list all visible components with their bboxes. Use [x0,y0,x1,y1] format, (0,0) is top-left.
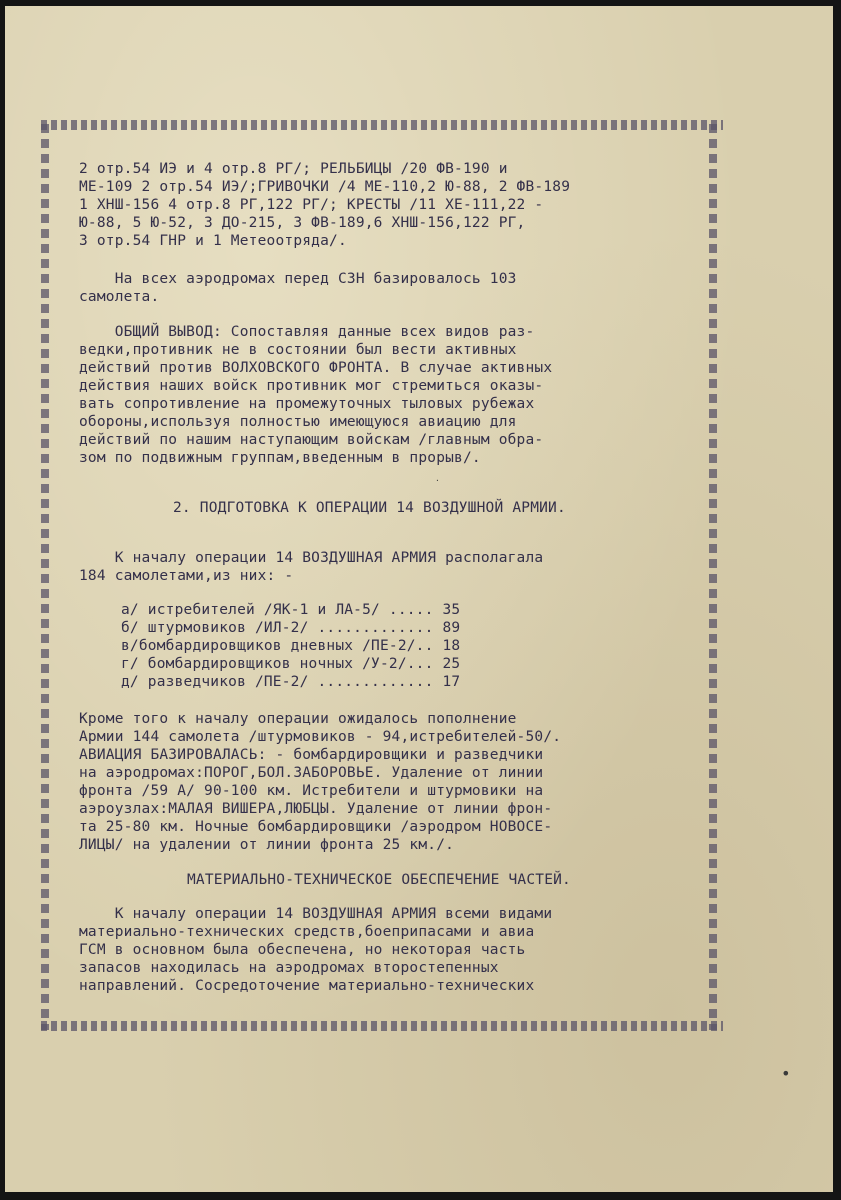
text-line: К началу операции 14 ВОЗДУШНАЯ АРМИЯ всеми видами [79,906,553,922]
text-line: материально-технических средств,боеприпасами и авиа [79,924,535,940]
dashed-border-left [41,124,49,1030]
text-line: Армии 144 самолета /штурмовиков - 94,истребителей-50/. [79,729,562,745]
text-line: 1 ХНШ-156 4 отр.8 РГ,122 РГ/; КРЕСТЫ /11 ХЕ-111,22 - [79,197,544,213]
text-line: 3 отр.54 ГНР и 1 Метеоотряда/. [79,233,347,249]
text-line: 2 отр.54 ИЭ и 4 отр.8 РГ/; РЕЛЬБИЦЫ /20 ФВ-190 и [79,161,508,177]
text-line: действий по нашим наступающим войскам /главным обра- [79,432,544,448]
text-line: Кроме того к началу операции ожидалось пополнение [79,711,517,727]
dashed-border-bottom [41,1021,723,1031]
text-line: АВИАЦИЯ БАЗИРОВАЛАСЬ: - бомбардировщики и разведчики [79,747,544,763]
ink-speck: · [435,476,440,485]
text-line: МЕ-109 2 отр.54 ИЭ/;ГРИВОЧКИ /4 МЕ-110,2 Ю-88, 2 ФВ-189 [79,179,571,195]
text-line: направлений. Сосредоточение материально-технических [79,978,535,994]
text-line: ОБЩИЙ ВЫВОД: Сопоставляя данные всех видов раз- [79,324,535,340]
document-page [5,6,833,1192]
text-line: действия наших войск противник мог стремиться оказы- [79,378,544,394]
list-item: б/ штурмовиков /ИЛ-2/ ............. 89 [121,620,461,636]
list-item: г/ бомбардировщиков ночных /У-2/... 25 [121,656,461,672]
text-line: зом по подвижным группам,введенным в прорыв/. [79,450,481,466]
text-line: ЛИЦЫ/ на удалении от линии фронта 25 км./. [79,837,455,853]
typed-text-body [5,6,571,994]
text-line: обороны,используя полностью имеющуюся авиацию для [79,414,517,430]
text-line: На всех аэродромах перед СЗН базировалось 103 [79,271,517,287]
text-line: на аэродромах:ПОРОГ,БОЛ.ЗАБОРОВЬЕ. Удаление от линии [79,765,544,781]
text-line: ГСМ в основном была обеспечена, но некоторая часть [79,942,526,958]
text-line: аэроузлах:МАЛАЯ ВИШЕРА,ЛЮБЦЫ. Удаление от линии фрон- [79,801,553,817]
text-line: запасов находилась на аэродромах второстепенных [79,960,499,976]
text-line: фронта /59 А/ 90-100 км. Истребители и штурмовики на [79,783,544,799]
text-line: К началу операции 14 ВОЗДУШНАЯ АРМИЯ располагала [79,550,544,566]
text-line: та 25-80 км. Ночные бомбардировщики /аэродром НОВОСЕ- [79,819,553,835]
text-line: действий против ВОЛХОВСКОГО ФРОНТА. В случае активных [79,360,553,376]
list-item: в/бомбардировщиков дневных /ПЕ-2/.. 18 [121,638,461,654]
text-line: вать сопротивление на промежуточных тыловых рубежах [79,396,535,412]
text-line: 184 самолетами,из них: - [79,568,294,584]
dashed-border-top [41,120,723,130]
list-item: д/ разведчиков /ПЕ-2/ ............. 17 [121,674,461,690]
text-line: Ю-88, 5 Ю-52, 3 ДО-215, 3 ФВ-189,6 ХНШ-156,122 РГ, [79,215,526,231]
section-heading: 2. ПОДГОТОВКА К ОПЕРАЦИИ 14 ВОЗДУШНОЙ АРМИИ. [173,500,566,516]
text-line: самолета. [79,289,160,305]
dashed-border-right [709,124,717,1030]
list-item: а/ истребителей /ЯК-1 и ЛА-5/ ..... 35 [121,602,461,618]
section-heading: МАТЕРИАЛЬНО-ТЕХНИЧЕСКОЕ ОБЕСПЕЧЕНИЕ ЧАСТЕЙ. [187,872,571,888]
ink-speck: • [781,1064,791,1083]
text-line: ведки,противник не в состоянии был вести активных [79,342,517,358]
